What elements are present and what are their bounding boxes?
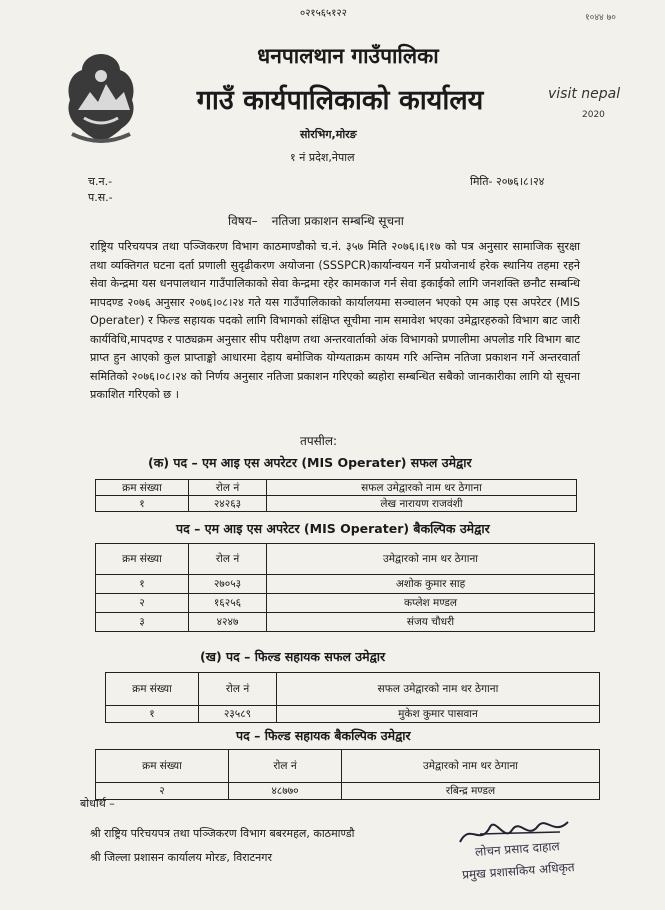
table-header: सफल उमेद्वारको नाम थर ठेगाना	[267, 480, 577, 496]
cn-label: च.न.-	[88, 175, 113, 188]
table-cell: ४८७७०	[229, 783, 342, 800]
table-header-row	[96, 750, 600, 783]
address-line-2: १ नं प्रदेश,नेपाल	[290, 151, 355, 164]
ps-label: प.स.-	[88, 191, 113, 204]
table-cell: अशोक कुमार साह	[267, 575, 595, 594]
table-cell: १	[96, 575, 189, 594]
table-cell: १	[106, 706, 199, 723]
subject-label: विषय–	[228, 214, 258, 228]
table-row	[96, 783, 600, 800]
section-title: (ख) पद – फिल्ड सहायक सफल उमेद्वार	[200, 649, 386, 664]
table-header-row	[106, 673, 600, 706]
table-cell: ३	[96, 613, 189, 632]
result-table	[95, 543, 595, 632]
table-header: रोल नं	[189, 544, 267, 575]
nepal-emblem-icon	[60, 48, 142, 148]
bodhartha-label: बोधार्थ –	[80, 797, 115, 810]
notice-body: राष्ट्रिय परिचयपत्र तथा पञ्जिकरण विभाग काठमाण्डौको च.नं. ३५७ मिति २०७६।६।१७ को पत्र अनुसार सामाजिक सुरक्षा तथा व्यक्तिगत घटना दर्ता प्रणाली सुदृढीकरण अयोजना (SSSPCR)कार्यान्वयन गर्ने प्रयोजनार्थ हरेक स्थानिय तहमा रहने सेवा केन्द्रमा यस धनपालथान गाउँपालिकाको सेवा केन्द्रमा रहेर कामकाज गर्न सेवा इकाईको लागि जनशक्ति छनौट सम्बन्धि मापदण्ड २०७६ अनुसार २०७६।०८।२४ गते यस गाउँपालिकाको कार्यालयमा सञ्चालन भएको एम आइ एस अपरेटर (MIS Operater) र फिल्ड सहायक पदको लागि विभागको संक्षिप्त सूचीमा नाम समावेश भएका उमेद्वारहरुको विभाग बाट जारी कार्यविधि,मापदण्ड र पाठ्यक्रम अनुसार सीप परीक्षण तथा अन्तरवार्ताको अंक विभागको प्रणालीमा अपलोड गरि विभाग बाट प्राप्त हुन आएको कुल प्राप्ताङ्को आधारमा देहाय बमोजिक योग्यताक्रम कायम गरि अन्तिम नतिजा प्रकाशन गर्ने अन्तरवार्ता समितिको २०७६।०८।२४ को निर्णय अनुसार नतिजा प्रकाशन गरिएको ब्यहोरा सम्बन्धित सबैको जानकारीका लागि यो सूचना प्रकाशित गरिएको छ ।	[90, 240, 580, 401]
table-cell: संजय चौधरी	[267, 613, 595, 632]
table-cell: ४२४७	[189, 613, 267, 632]
visit-nepal-logo: visit nepal	[548, 86, 621, 102]
table-cell: १६२५६	[189, 594, 267, 613]
table-header: सफल उमेद्वारको नाम थर ठेगाना	[277, 673, 600, 706]
subject-text: नतिजा प्रकाशन सम्बन्धि सूचना	[271, 214, 404, 228]
table-header: उमेद्वारको नाम थर ठेगाना	[267, 544, 595, 575]
signer-title: प्रमुख प्रशासकिय अधिकृत	[461, 860, 576, 882]
table-cell: मुकेश कुमार पासवान	[277, 706, 600, 723]
result-table	[95, 749, 600, 800]
document-date: मिति- २०७६।८।२४	[470, 175, 545, 188]
table-cell: रबिन्द्र मण्डल	[342, 783, 600, 800]
table-row	[96, 594, 595, 613]
signer-name: लोचन प्रसाद दाहाल	[474, 839, 561, 859]
cc-recipient: श्री जिल्ला प्रशासन कार्यालय मोरङ, विराटनगर	[90, 851, 272, 864]
visit-nepal-year: 2020	[582, 110, 605, 120]
table-row	[96, 496, 577, 512]
table-header: रोल नं	[229, 750, 342, 783]
table-cell: २४२६३	[189, 496, 267, 512]
table-cell: लेख नारायण राजवंशी	[267, 496, 577, 512]
cc-recipient: श्री राष्ट्रिय परिचयपत्र तथा पञ्जिकरण विभाग बबरमहल, काठमाण्डौ	[90, 827, 355, 840]
table-header: क्रम संख्या	[96, 750, 229, 783]
tapsil-heading: तपसील:	[300, 434, 338, 448]
table-cell: २७०५३	[189, 575, 267, 594]
municipality-name: धनपालथान गाउँपालिका	[257, 44, 439, 68]
table-cell: कप्लेश मण्डल	[267, 594, 595, 613]
result-table	[95, 479, 577, 512]
table-cell: १	[96, 496, 189, 512]
table-header: उमेद्वारको नाम थर ठेगाना	[342, 750, 600, 783]
table-cell: २३५८९	[199, 706, 277, 723]
section-title: पद – फिल्ड सहायक बैकल्पिक उमेद्वार	[236, 728, 411, 743]
table-cell: २	[96, 783, 229, 800]
address-line-1: सोरभिग,मोरङ	[300, 128, 357, 141]
table-header: क्रम संख्या	[96, 544, 189, 575]
table-row	[96, 613, 595, 632]
table-header: क्रम संख्या	[106, 673, 199, 706]
corner-mark: १०४४ ७०	[585, 13, 616, 23]
table-cell: २	[96, 594, 189, 613]
table-header: क्रम संख्या	[96, 480, 189, 496]
table-row	[106, 706, 600, 723]
phone-number: ०२१५६५१२२	[300, 8, 347, 19]
table-header-row	[96, 480, 577, 496]
section-title: (क) पद – एम आइ एस अपरेटर (MIS Operater) सफल उमेद्वार	[148, 455, 472, 470]
subject-line	[228, 212, 404, 229]
table-header: रोल नं	[199, 673, 277, 706]
office-name: गाउँ कार्यपालिकाको कार्यालय	[196, 85, 484, 116]
table-header: रोल नं	[189, 480, 267, 496]
section-title: पद – एम आइ एस अपरेटर (MIS Operater) बैकल्पिक उमेद्वार	[176, 521, 490, 536]
result-table	[105, 672, 600, 723]
table-header-row	[96, 544, 595, 575]
table-row	[96, 575, 595, 594]
